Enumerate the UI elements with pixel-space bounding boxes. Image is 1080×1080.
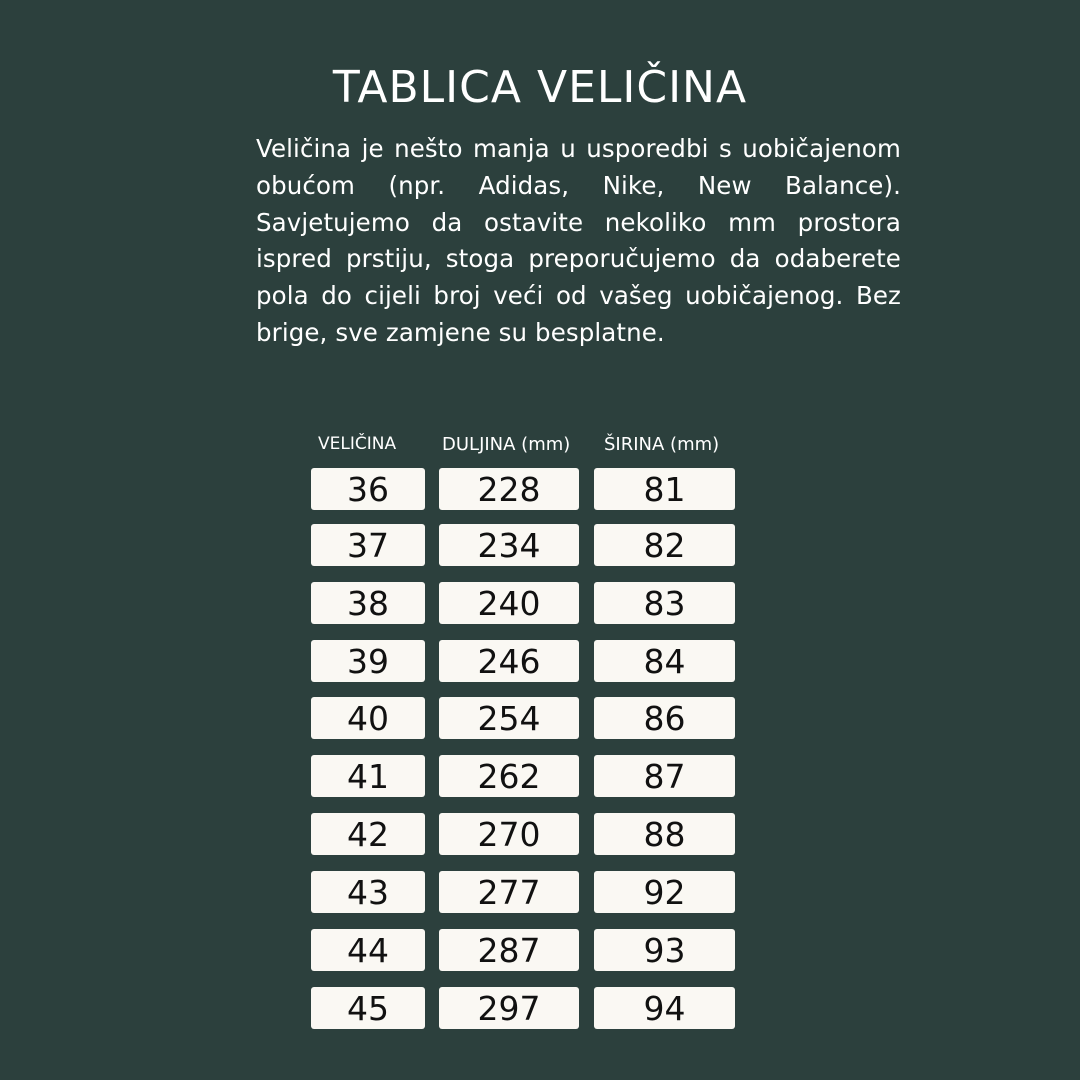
table-row xyxy=(0,813,1080,855)
width-cell: 88 xyxy=(594,813,735,855)
size-cell: 45 xyxy=(311,987,425,1029)
length-cell: 287 xyxy=(439,929,579,971)
length-cell: 254 xyxy=(439,697,579,739)
size-cell: 39 xyxy=(311,640,425,682)
length-cell: 277 xyxy=(439,871,579,913)
table-row xyxy=(0,640,1080,682)
size-cell: 36 xyxy=(311,468,425,510)
size-cell: 44 xyxy=(311,929,425,971)
table-row xyxy=(0,755,1080,797)
length-cell: 246 xyxy=(439,640,579,682)
page-title: TABLICA VELIČINA xyxy=(332,62,748,113)
table-row xyxy=(0,929,1080,971)
width-cell: 94 xyxy=(594,987,735,1029)
width-cell: 82 xyxy=(594,524,735,566)
length-cell: 234 xyxy=(439,524,579,566)
length-cell: 262 xyxy=(439,755,579,797)
size-cell: 43 xyxy=(311,871,425,913)
column-header-width: ŠIRINA (mm) xyxy=(604,434,720,455)
length-cell: 240 xyxy=(439,582,579,624)
width-cell: 87 xyxy=(594,755,735,797)
table-row xyxy=(0,468,1080,510)
length-cell: 228 xyxy=(439,468,579,510)
width-cell: 84 xyxy=(594,640,735,682)
size-cell: 41 xyxy=(311,755,425,797)
intro-paragraph: Veličina je nešto manja u usporedbi s uobičajenom obućom (npr. Adidas, Nike, New Balance). Savjetujemo da ostavite nekoliko mm prostora ispred prstiju, stoga preporučujemo da odaberete pola do cijeli broj veći od vašeg uobičajenog. Bez brige, sve zamjene su besplatne. xyxy=(256,134,901,347)
table-row xyxy=(0,987,1080,1029)
width-cell: 92 xyxy=(594,871,735,913)
column-header-size: VELIČINA xyxy=(318,434,397,454)
table-row xyxy=(0,697,1080,739)
size-cell: 40 xyxy=(311,697,425,739)
size-cell: 42 xyxy=(311,813,425,855)
table-row xyxy=(0,524,1080,566)
column-header-length: DULJINA (mm) xyxy=(442,434,571,455)
width-cell: 83 xyxy=(594,582,735,624)
width-cell: 86 xyxy=(594,697,735,739)
size-cell: 37 xyxy=(311,524,425,566)
length-cell: 297 xyxy=(439,987,579,1029)
size-cell: 38 xyxy=(311,582,425,624)
table-row xyxy=(0,871,1080,913)
table-row xyxy=(0,582,1080,624)
width-cell: 93 xyxy=(594,929,735,971)
width-cell: 81 xyxy=(594,468,735,510)
length-cell: 270 xyxy=(439,813,579,855)
